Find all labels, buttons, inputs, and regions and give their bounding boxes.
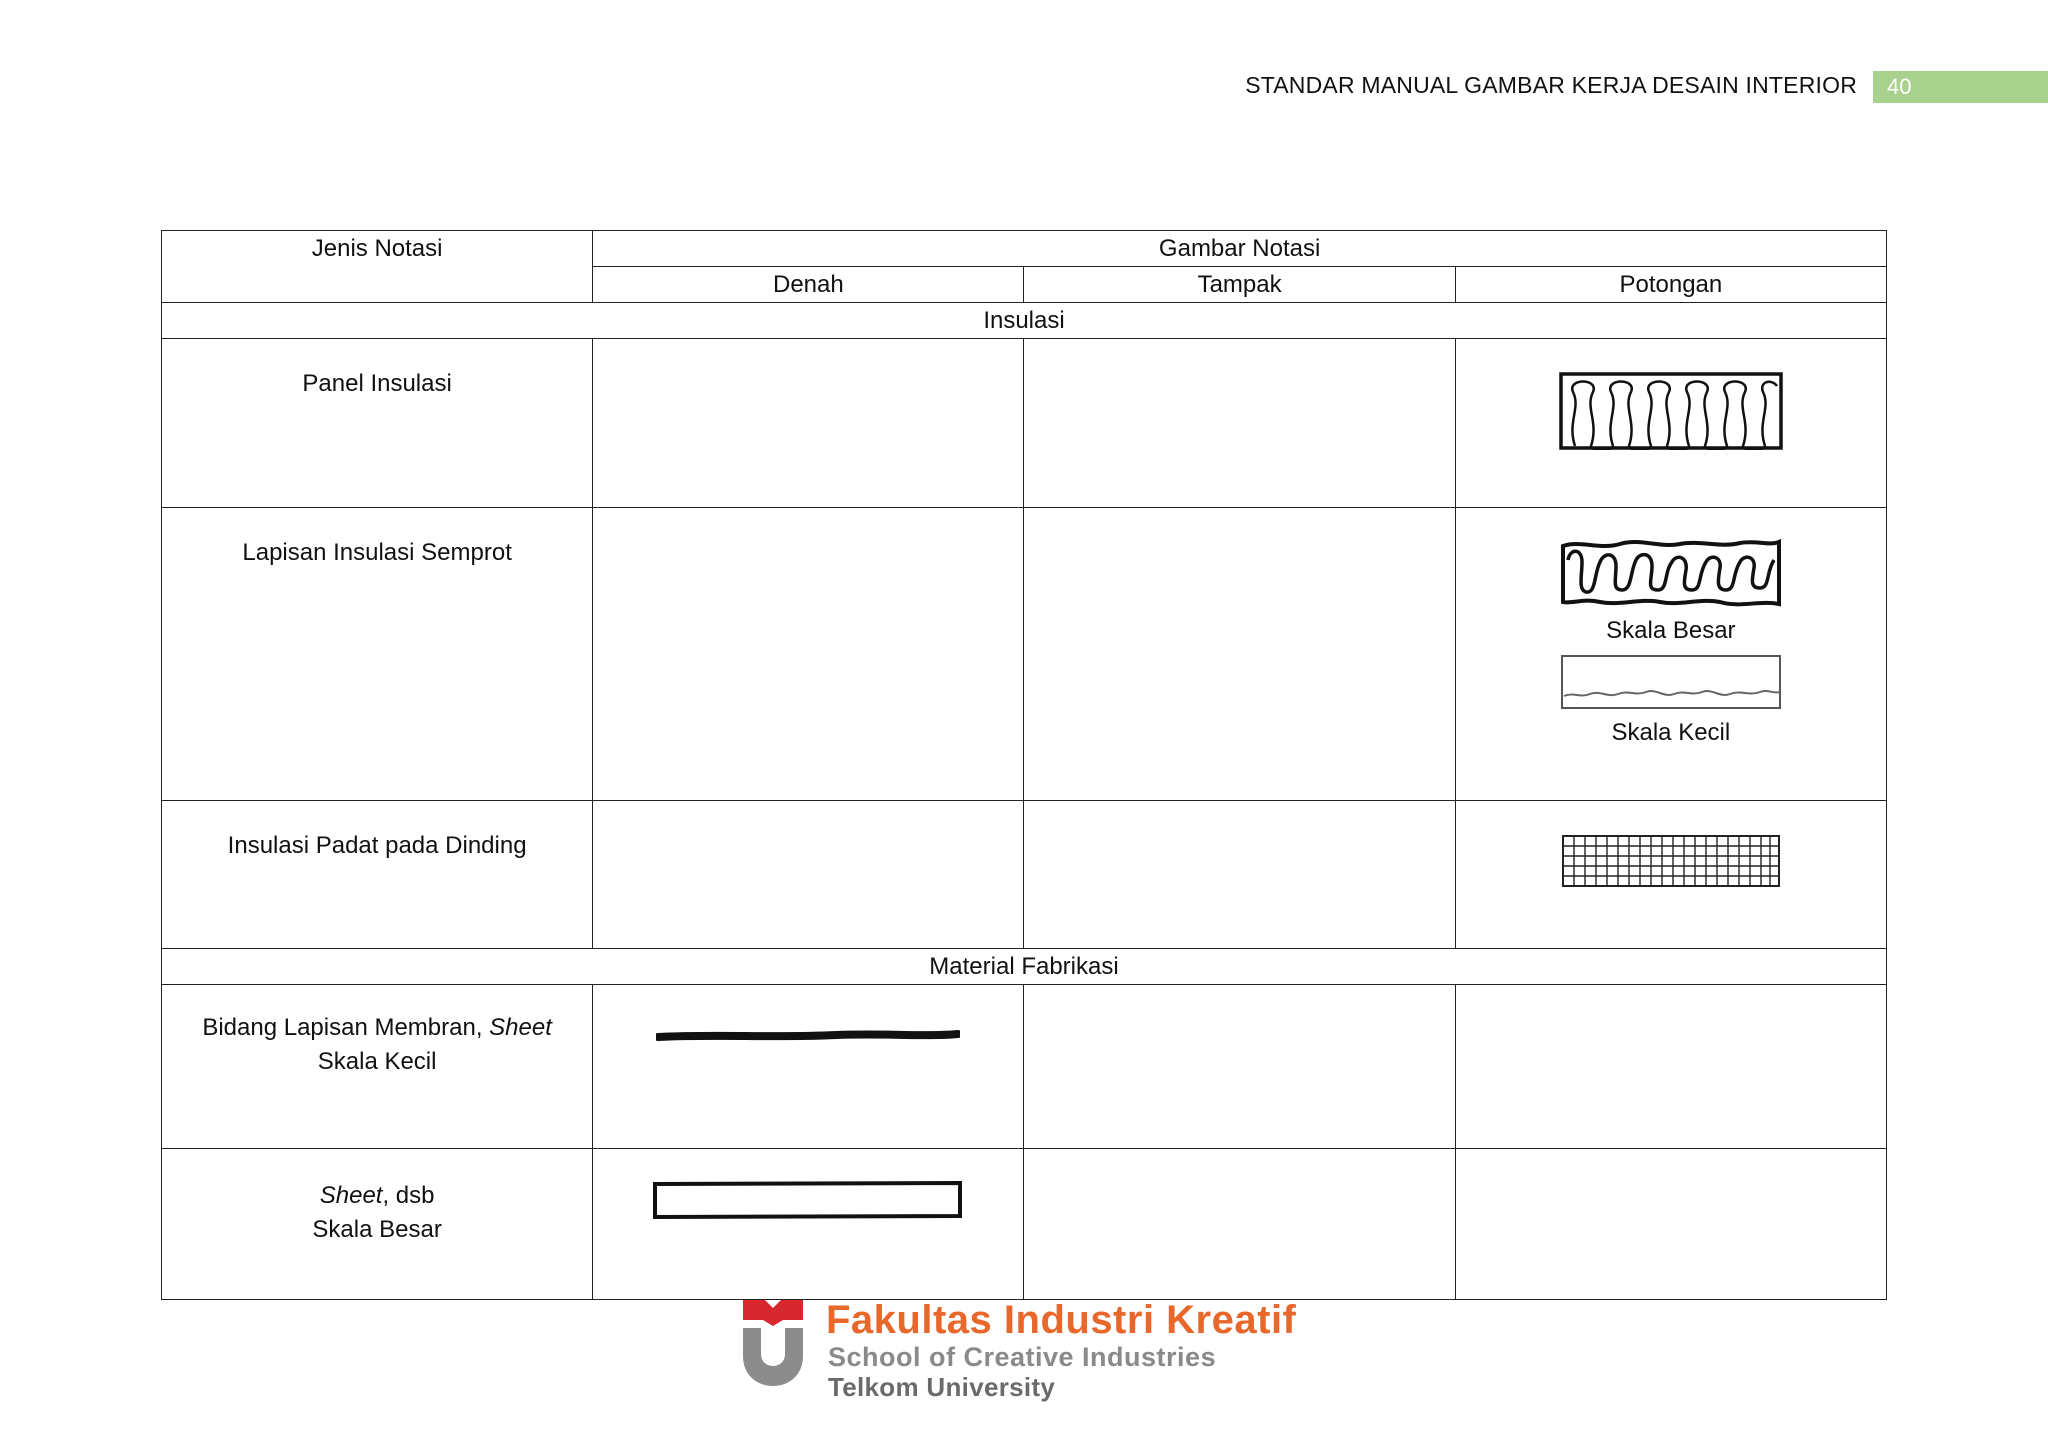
header-jenis-notasi: Jenis Notasi: [162, 231, 593, 303]
caption-skala-besar: Skala Besar: [1606, 617, 1736, 644]
caption-skala-kecil: Skala Kecil: [1611, 719, 1731, 746]
spray-insulation-large-symbol: [1560, 538, 1782, 608]
footer-school-name: School of Creative Industries: [828, 1342, 1217, 1372]
cell-tampak-empty: [1024, 1149, 1455, 1300]
table-row: [162, 985, 1887, 1149]
section-material-fabrikasi: Material Fabrikasi: [162, 949, 1887, 985]
cell-denah: [593, 985, 1024, 1149]
cell-tampak-empty: [1024, 801, 1455, 949]
sheet-large-scale-symbol: [652, 1180, 964, 1220]
table-row: [162, 508, 1887, 801]
telkom-university-logo: [743, 1298, 803, 1398]
footer-university-name: Telkom University: [828, 1372, 1056, 1402]
cell-denah-empty: [593, 339, 1024, 508]
label-sheet-italic: Sheet: [489, 1014, 552, 1041]
label-skala-kecil: Skala Kecil: [317, 1048, 437, 1075]
panel-insulasi-symbol: [1559, 372, 1783, 450]
section-insulasi: Insulasi: [162, 303, 1887, 339]
cell-potongan: [1455, 508, 1886, 801]
solid-insulation-grid-symbol: [1561, 834, 1781, 888]
label-lapisan-insulasi-semprot: Lapisan Insulasi Semprot: [162, 508, 593, 801]
label-dsb: , dsb: [382, 1182, 435, 1209]
cell-denah-empty: [593, 801, 1024, 949]
label-membran-text: Bidang Lapisan Membran,: [202, 1014, 490, 1041]
cell-potongan-empty: [1455, 985, 1886, 1149]
cell-denah: [593, 1149, 1024, 1300]
footer-faculty-name: Fakultas Industri Kreatif: [826, 1298, 1297, 1342]
membrane-line-symbol: [656, 1029, 960, 1043]
notation-table: [161, 230, 1887, 1300]
document-header-title: STANDAR MANUAL GAMBAR KERJA DESAIN INTERIOR: [1245, 72, 1857, 98]
table-row: [162, 801, 1887, 949]
header-potongan: Potongan: [1455, 267, 1886, 303]
label-insulasi-padat: Insulasi Padat pada Dinding: [162, 801, 593, 949]
cell-tampak-empty: [1024, 985, 1455, 1149]
cell-tampak-empty: [1024, 339, 1455, 508]
header-gambar-notasi: Gambar Notasi: [593, 231, 1887, 267]
label-sheet-italic: Sheet: [319, 1182, 383, 1209]
cell-potongan-empty: [1455, 1149, 1886, 1300]
cell-denah-empty: [593, 508, 1024, 801]
spray-insulation-small-symbol: [1560, 654, 1782, 710]
cell-tampak-empty: [1024, 508, 1455, 801]
header-tampak: Tampak: [1024, 267, 1455, 303]
cell-potongan: [1455, 339, 1886, 508]
label-skala-besar: Skala Besar: [312, 1216, 442, 1243]
label-panel-insulasi: Panel Insulasi: [162, 339, 593, 508]
header-denah: Denah: [593, 267, 1024, 303]
table-row: [162, 1149, 1887, 1300]
label-sheet-dsb: [162, 1149, 593, 1300]
label-bidang-lapisan-membran: [162, 985, 593, 1149]
cell-potongan: [1455, 801, 1886, 949]
page-number: 40: [1873, 71, 2048, 103]
table-row: [162, 339, 1887, 508]
